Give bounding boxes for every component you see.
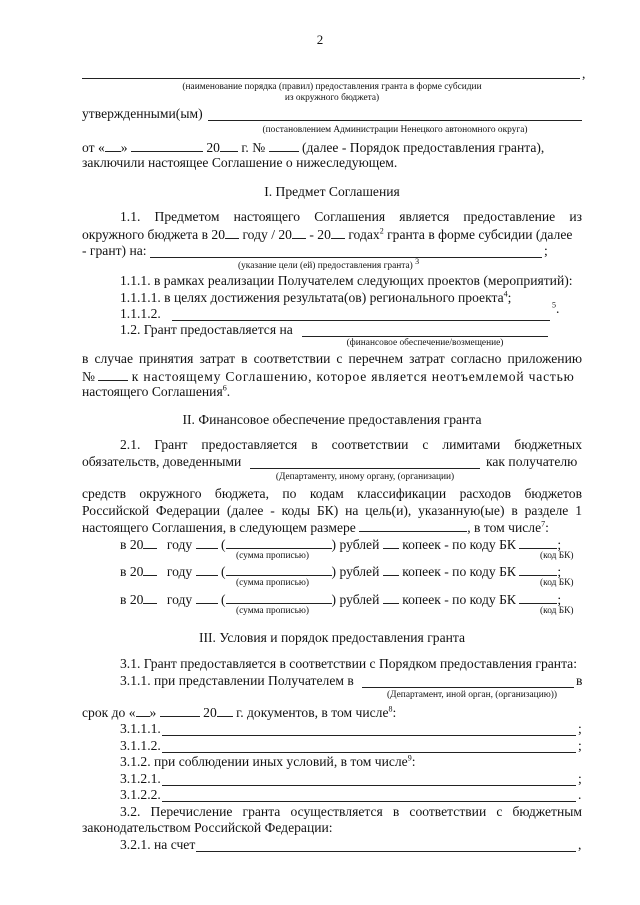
year2-blank[interactable] <box>292 226 306 239</box>
row3-code-blank[interactable] <box>519 591 557 604</box>
p3112-line[interactable] <box>162 752 576 753</box>
row1-amount-blank[interactable] <box>196 536 218 549</box>
p3121-line[interactable] <box>162 785 576 786</box>
p11-text-a: окружного бюджета в 20 <box>82 227 226 242</box>
row1-kop: копеек - по коду БК <box>402 537 516 552</box>
row2-paren: ( <box>221 564 226 579</box>
p3112-end: ; <box>578 738 582 753</box>
row2-end: ; <box>557 564 562 579</box>
term-month-blank[interactable] <box>160 704 200 717</box>
row1-year-blank[interactable] <box>143 536 157 549</box>
p311-a: 3.1.1. при представлении Получателем в <box>120 673 354 688</box>
p12-line4: настоящего Соглашения$^6$. <box>82 383 231 399</box>
p321-label: 3.2.1. на счет <box>120 837 196 852</box>
p11-text-d: годах <box>348 227 380 242</box>
row3-paren: ( <box>221 592 226 607</box>
row1-sum-words-blank[interactable] <box>226 536 332 549</box>
p321-end: , <box>578 837 582 852</box>
row3-rub: ) рублей <box>331 592 380 607</box>
page-number: 2 <box>316 32 324 47</box>
p3112-label: 3.1.1.2. <box>120 738 161 753</box>
amount-row-3 <box>120 591 561 608</box>
semicolon: ; <box>544 243 548 258</box>
p3111-end: ; <box>578 721 582 736</box>
appendix-number-blank[interactable] <box>98 368 128 381</box>
row3-amount-blank[interactable] <box>196 591 218 604</box>
caption-goal-text: (указание цели (ей) предоставления гранта) <box>238 261 413 271</box>
day-blank[interactable] <box>105 139 121 152</box>
number-blank[interactable] <box>269 139 299 152</box>
from-line <box>82 139 544 156</box>
caption-procedure-1: (наименование порядка (правил) предоставления гранта в форме субсидии <box>182 82 482 92</box>
row2-in: в 20 <box>120 564 144 579</box>
p3122-line[interactable] <box>162 801 576 802</box>
term-year-blank[interactable] <box>217 704 233 717</box>
footnote-ref-6: 6 <box>222 383 227 393</box>
footnote-ref-8: 8 <box>388 704 393 714</box>
row2-year-blank[interactable] <box>143 563 157 576</box>
department-line[interactable] <box>250 468 480 469</box>
footnote-ref-9: 9 <box>407 753 412 763</box>
caption-resolution: (постановлением Администрации Ненецкого автономного округа) <box>262 125 528 135</box>
p3111-label: 3.1.1.1. <box>120 721 161 736</box>
p311-b: в <box>576 673 583 688</box>
year-suffix: г. № <box>241 140 266 155</box>
p11-line3: - грант) на: <box>82 243 147 258</box>
footnote-ref-4: 4 <box>503 289 508 299</box>
caption-department: (Департаменту, иному органу, (организации) <box>275 472 455 482</box>
row1-year: году <box>166 537 193 552</box>
approved-by-line[interactable] <box>208 120 582 121</box>
row1-kop-blank[interactable] <box>383 536 399 549</box>
number-sign: № <box>82 369 95 384</box>
footnote-ref-2: 2 <box>379 226 384 236</box>
caption-financial: (финансовое обеспечение/возмещение) <box>346 338 504 348</box>
caption-department2: (Департамент, иной орган, (организацию)) <box>387 690 557 700</box>
row3-sum-words-blank[interactable] <box>226 591 332 604</box>
procedure-name-line[interactable] <box>82 78 580 79</box>
p21-line3: средств окружного бюджета, по кодам классификации расходов бюджетов <box>82 486 582 501</box>
financial-line[interactable] <box>302 336 548 337</box>
p311-line2: срок до « » 20 г. документов, в том числе$^8$: <box>82 704 397 720</box>
year-blank[interactable] <box>220 139 238 152</box>
row3-in: в 20 <box>120 592 144 607</box>
p31: 3.1. Грант предоставляется в соответствии с Порядком предоставления гранта: <box>120 656 577 671</box>
p32-line1: 3.2. Перечисление гранта осуществляется в соответствии с бюджетным <box>120 804 582 819</box>
p11-line1: 1.1. Предметом настоящего Соглашения является предоставление из <box>120 209 582 224</box>
caption-code-1: (код БК) <box>540 551 574 561</box>
footnote-ref-7: 7 <box>541 519 546 529</box>
row3-kop: копеек - по коду БК <box>402 592 516 607</box>
month-blank[interactable] <box>131 139 203 152</box>
term-day-blank[interactable] <box>136 704 150 717</box>
row1-end: ; <box>557 537 562 552</box>
caption-goal <box>238 256 420 272</box>
p3121-end: ; <box>578 771 582 786</box>
row1-rub: ) рублей <box>331 537 380 552</box>
row2-amount-blank[interactable] <box>196 563 218 576</box>
amount-row-1 <box>120 536 561 553</box>
row1-code-blank[interactable] <box>519 536 557 549</box>
p12-line2: в случае принятия затрат в соответствии с перечнем затрат согласно приложению <box>82 351 582 366</box>
p312-text: 3.1.2. при соблюдении иных условий, в том числе <box>120 754 408 769</box>
quote-close: » <box>120 140 128 155</box>
caption-sum-2: (сумма прописью) <box>236 578 310 588</box>
term-quote: » <box>149 705 157 720</box>
term-prefix: срок до « <box>82 705 136 720</box>
p12-line3 <box>82 368 582 385</box>
row2-kop: копеек - по коду БК <box>402 564 516 579</box>
footnote-ref-3: 3 <box>415 256 420 266</box>
row2-code-blank[interactable] <box>519 563 557 576</box>
section2-title: II. Финансовое обеспечение предоставления гранта <box>182 412 482 427</box>
term-year: 20 <box>203 705 217 720</box>
p11-text-c: - 20 <box>309 227 331 242</box>
p1112-line[interactable] <box>172 320 550 321</box>
p11-text-b: году / 20 <box>242 227 292 242</box>
section3-title: III. Условия и порядок предоставления гранта <box>198 630 466 645</box>
caption-sum-3: (сумма прописью) <box>236 606 310 616</box>
p3122-end: . <box>578 787 582 802</box>
row3-year-blank[interactable] <box>143 591 157 604</box>
amount-row-2 <box>120 563 561 580</box>
approved-label: утвержденными(ым) <box>82 106 203 121</box>
p12-line4-text: настоящего Соглашения <box>82 384 223 399</box>
p3122-label: 3.1.2.2. <box>120 787 161 802</box>
goal-line[interactable] <box>150 257 542 258</box>
year-prefix: 20 <box>206 140 220 155</box>
p111: 1.1.1. в рамках реализации Получателем следующих проектов (мероприятий): <box>120 273 573 288</box>
caption-code-3: (код БК) <box>540 606 574 616</box>
p12-label: 1.2. Грант предоставляется на <box>120 322 293 337</box>
footnote-ref-5: $^5$. <box>552 300 560 316</box>
p21-line2-a: обязательств, доведенными <box>82 454 242 469</box>
row2-rub: ) рублей <box>331 564 380 579</box>
row2-year: году <box>166 564 193 579</box>
p21-line4: Российской Федерации (далее - коды БК) на цель(и), указанную(ые) в разделе 1 <box>82 503 582 518</box>
p21-line5: настоящего Соглашения, в следующем размере , в том числе$^7$: <box>82 519 549 535</box>
footnote-5-sup: 5 <box>552 300 556 310</box>
row1-in: в 20 <box>120 537 144 552</box>
row1-paren: ( <box>221 537 226 552</box>
p21-line2-b: как получателю <box>486 454 578 469</box>
after-number: (далее - Порядок предоставления гранта), <box>302 140 545 155</box>
p1112-label: 1.1.1.2. <box>120 306 161 321</box>
caption-code-2: (код БК) <box>540 578 574 588</box>
p32-line2: законодательством Российской Федерации: <box>82 820 333 835</box>
comma: , <box>582 66 586 81</box>
caption-sum-1: (сумма прописью) <box>236 551 310 561</box>
year3-blank[interactable] <box>331 226 345 239</box>
p11-text-e: гранта в форме субсидии (далее <box>387 227 573 242</box>
p21-line5-tail: , в том числе <box>467 520 542 535</box>
section1-title: I. Предмет Соглашения <box>264 184 400 199</box>
p12-line3-text: к настоящему Соглашению, которое является неотъемлемой частью <box>131 369 575 384</box>
concluded-text: заключили настоящее Соглашение о нижеследующем. <box>82 155 398 170</box>
account-line[interactable] <box>196 851 576 852</box>
row3-year: году <box>166 592 193 607</box>
p21-line5-text: настоящего Соглашения, в следующем размере <box>82 520 356 535</box>
p3121-label: 3.1.2.1. <box>120 771 161 786</box>
term-docs: г. документов, в том числе <box>236 705 389 720</box>
year1-blank[interactable] <box>225 226 239 239</box>
row3-kop-blank[interactable] <box>383 591 399 604</box>
p312: 3.1.2. при соблюдении иных условий, в том числе$^9$: <box>120 753 416 769</box>
row2-sum-words-blank[interactable] <box>226 563 332 576</box>
row3-end: ; <box>557 592 562 607</box>
p11-line2 <box>82 226 582 243</box>
p1111: 1.1.1.1. в целях достижения результата(ов) регионального проекта$^4$; <box>120 289 512 305</box>
p3111-line[interactable] <box>162 735 576 736</box>
p1111-text: 1.1.1.1. в целях достижения результата(ов) регионального проекта <box>120 290 504 305</box>
total-amount-blank[interactable] <box>359 519 467 532</box>
from-prefix: от « <box>82 140 105 155</box>
p21-line1: 2.1. Грант предоставляется в соответствии с лимитами бюджетных <box>120 437 582 452</box>
caption-procedure-2: из окружного бюджета) <box>284 93 380 103</box>
row2-kop-blank[interactable] <box>383 563 399 576</box>
department2-line[interactable] <box>362 687 574 688</box>
